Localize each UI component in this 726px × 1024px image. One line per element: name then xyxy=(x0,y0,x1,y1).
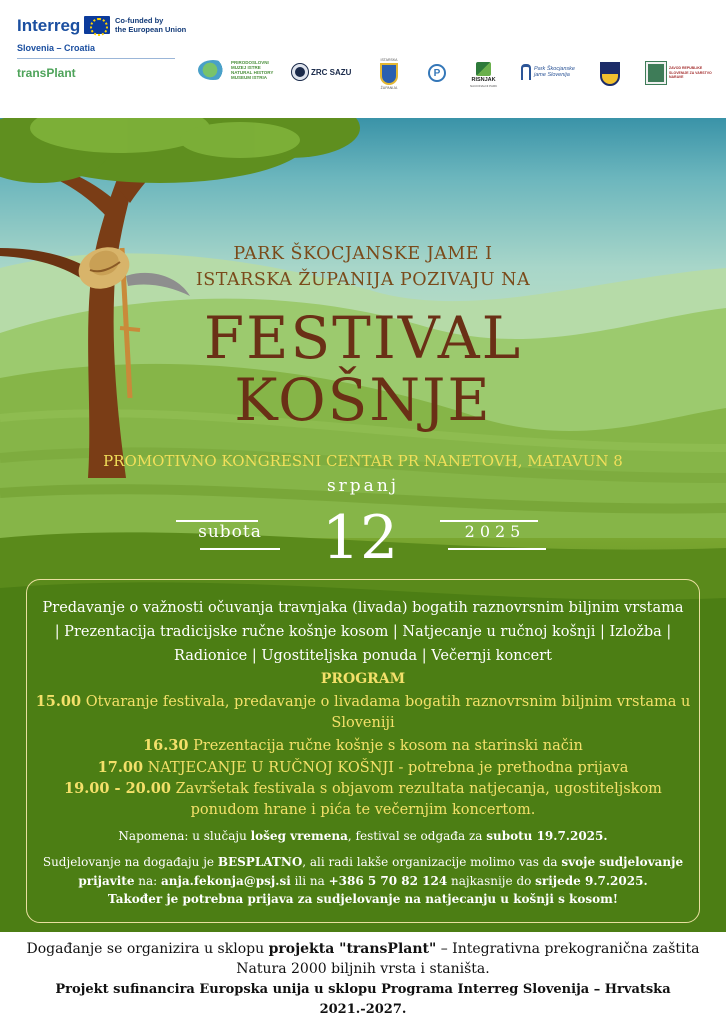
program-item xyxy=(30,691,696,734)
istarska-text: ISTARSKA xyxy=(380,58,398,62)
header-divider xyxy=(17,58,175,59)
istarska-crest-icon xyxy=(380,63,398,85)
eu-cofunded-text xyxy=(115,16,195,34)
park-skocjan-icon xyxy=(521,64,531,80)
partner-header xyxy=(0,0,726,118)
museum-logo-text: PRIRODOSLOVNI MUZEJ ISTRE NATURAL HISTORY MUSEUM ISTRIA xyxy=(231,60,274,80)
risnjak-logo xyxy=(470,62,497,88)
date-line-right-top xyxy=(440,520,538,522)
reg-part: , ali radi lakše organizacije molimo vas da xyxy=(302,855,562,869)
zrc-sazu-icon xyxy=(292,64,308,80)
program-text: Prezentacija ručne košnje s kosom na starinski način xyxy=(188,738,583,754)
date-line-left-bottom xyxy=(200,548,280,550)
program-text: NATJECANJE U RUČNOJ KOŠNJI - potrebna je prethodna prijava xyxy=(143,760,629,776)
p-logo-icon: P xyxy=(428,64,446,82)
museum-logo-icon xyxy=(198,60,228,80)
eu-cofunded-line2: the European Union xyxy=(115,25,187,34)
program-time: 16.30 xyxy=(143,737,189,754)
contact-phone: +386 5 70 82 124 xyxy=(328,873,448,888)
reg-part: Sudjelovanje na događaju je xyxy=(42,855,218,869)
park-skocjanske-jame-logo xyxy=(521,64,588,80)
contact-email: anja.fekonja@psj.si xyxy=(161,873,291,888)
interreg-logo: Interreg xyxy=(17,16,81,35)
competition-registration-note: Također je potrebna prijava za sudjelovanje na natjecanju u košnji s kosom! xyxy=(107,892,619,906)
invitation-line-1: PARK ŠKOCJANSKE JAME I xyxy=(233,244,493,264)
program-time: 19.00 - 20.00 xyxy=(64,780,171,797)
risnjak-text: RISNJAK xyxy=(471,77,496,83)
reg-part: na: xyxy=(134,873,162,888)
note-part: Napomena: u slučaju xyxy=(118,829,251,843)
footer-project-name: projekta "transPlant" xyxy=(268,941,437,957)
festival-title-line-2: KOŠNJE xyxy=(234,366,492,434)
footer-funding-info: Projekt sufinancira Europska unija u sklopu Programa Interreg Slovenija – Hrvatska 2021.-2027. xyxy=(55,982,671,1017)
program-item xyxy=(30,778,696,821)
shield-crest-icon xyxy=(600,62,620,86)
reg-bold: BESPLATNO xyxy=(217,855,303,869)
reg-part: ili na xyxy=(290,873,329,888)
date-line-right-bottom xyxy=(448,548,546,550)
note-bold: lošeg vremena xyxy=(250,829,348,843)
program-item xyxy=(30,757,696,779)
program-time: 17.00 xyxy=(97,759,144,776)
park-skocjan-text: Park Škocjanske jame Slovenija xyxy=(534,66,575,78)
event-description: Predavanje o važnosti očuvanja travnjaka (livada) bogatih raznovrsnim biljnim vrstama | Prezentacija tradicijske ručne košnje kosom | Natjecanje u ručnoj košnji | Izložba | Radionice | Ugostiteljska ponuda | Večernji koncert xyxy=(42,600,684,664)
weather-note xyxy=(30,829,696,843)
note-bold: subotu 19.7.2025. xyxy=(486,829,608,843)
footer-text: – Integrativna prekogranična zaštita Natura 2000 biljnih vrsta i staništa. xyxy=(236,941,700,977)
eu-flag-icon xyxy=(84,16,110,34)
programme-region: Slovenia – Croatia xyxy=(17,43,96,53)
zrc-sazu-text: ZRC SAZU xyxy=(311,67,352,77)
footer-project-info xyxy=(10,939,716,979)
eu-cofunded-line1: Co-funded by xyxy=(115,16,164,25)
zavod-logo xyxy=(646,62,717,84)
registration-info xyxy=(30,853,696,909)
festival-title-line-1: FESTIVAL xyxy=(203,304,523,372)
venue-address: PROMOTIVNO KONGRESNI CENTAR PR NANETOVH, MATAVUN 8 xyxy=(103,452,623,470)
crest-logo xyxy=(600,62,620,86)
istarska-logo xyxy=(380,58,398,90)
museum-logo xyxy=(198,60,279,80)
risnjak-subtext: NACIONALNI PARK xyxy=(470,84,498,88)
program-time: 15.00 xyxy=(35,693,82,710)
zavod-text: ZAVOD REPUBLIKE SLOVENIJE ZA VARSTVO NARAVE xyxy=(669,66,712,80)
istarska-text-2: ŽUPANIJA xyxy=(380,86,398,90)
festival-poster xyxy=(0,118,726,932)
risnjak-icon xyxy=(476,62,491,76)
program-heading: PROGRAM xyxy=(320,671,406,687)
program-item xyxy=(30,735,696,757)
reg-deadline: srijede 9.7.2025. xyxy=(535,873,648,888)
event-month: srpanj xyxy=(326,476,400,496)
event-weekday: subota xyxy=(198,522,262,542)
p-logo xyxy=(428,64,446,82)
program-text: Otvaranje festivala, predavanje o livadama bogatih raznovrsnim biljnim vrstama u Sloveniji xyxy=(81,694,691,731)
zavod-icon xyxy=(646,62,666,84)
project-name: transPlant xyxy=(17,66,76,80)
event-day-number: 12 xyxy=(321,503,399,573)
note-part: , festival se odgađa za xyxy=(347,829,487,843)
footer-text: Događanje se organizira u sklopu xyxy=(26,941,269,957)
footer xyxy=(0,932,726,1024)
invitation-line-2: ISTARSKA ŽUPANIJA POZIVAJU NA xyxy=(195,270,531,290)
reg-part: najkasnije do xyxy=(447,873,536,888)
program-text: Završetak festivala s objavom rezultata natjecanja, ugostiteljskom ponudom hrane i pića te večernjim koncertom. xyxy=(170,781,662,818)
event-year: 2025 xyxy=(464,522,526,541)
reg-bold: svoje sudjelovanje prijavite xyxy=(78,855,684,888)
zrc-sazu-logo xyxy=(292,64,351,80)
